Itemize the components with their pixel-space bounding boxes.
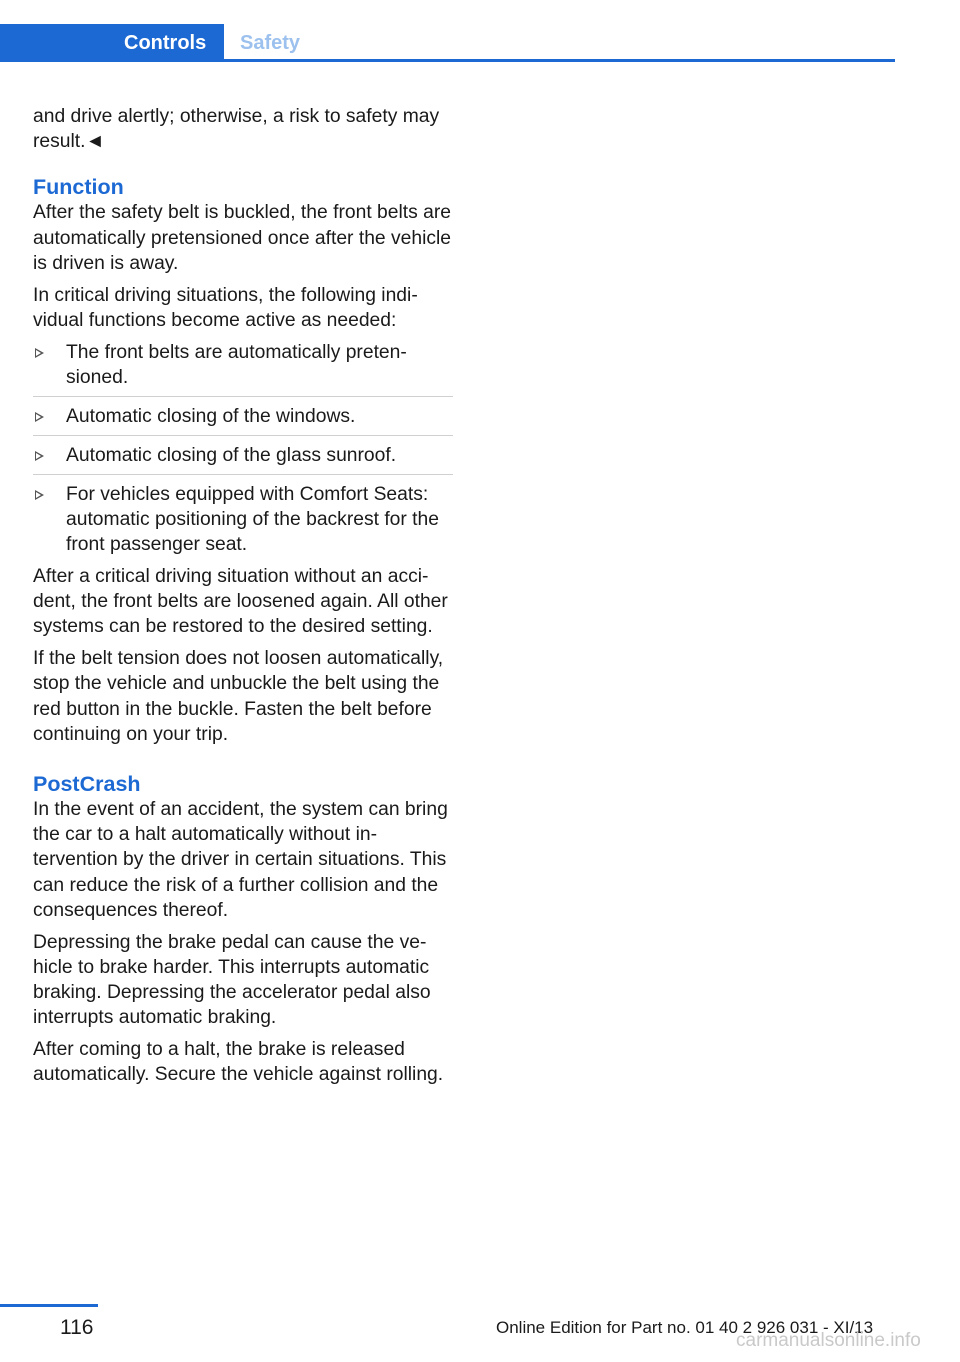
list-item-text: For vehicles equipped with Comfort Seats: automatic positioning of the backrest for the front passenger seat. (66, 483, 439, 556)
list-item-text: Automatic closing of the windows. (66, 405, 356, 427)
tab-controls[interactable]: Controls (0, 24, 224, 62)
list-item-text: The front belts are automatically pretensioned. (66, 341, 407, 388)
footer-accent-line (0, 1304, 98, 1307)
postcrash-heading: PostCrash (33, 771, 141, 796)
page-header (0, 0, 895, 62)
triangle-bullet-icon (35, 348, 44, 358)
function-paragraph-3: After a critical driving situation without an accident, the front belts are loosened again. All other systems can be restored to the desired setting. (33, 565, 448, 638)
intro-fragment: and drive alertly; otherwise, a risk to safety may result.◄ (33, 106, 440, 153)
list-item-text: Automatic closing of the glass sunroof. (66, 444, 397, 466)
list-item (33, 482, 453, 558)
function-paragraph-4: If the belt tension does not loosen automatically, stop the vehicle and unbuckle the belt using the red button in the buckle. Fasten the belt before continuing on your trip. (33, 648, 444, 745)
postcrash-paragraph-3: After coming to a halt, the brake is released automatically. Secure the vehicle against rolling. (33, 1039, 444, 1086)
function-paragraph-1: After the safety belt is buckled, the front belts are automatically pretensioned once after the vehicle is driven is away. (33, 202, 452, 274)
list-item (33, 340, 453, 398)
function-paragraph-2: In critical driving situations, the following individual functions become active as needed: (33, 284, 418, 331)
list-item (33, 404, 453, 437)
page-content (33, 104, 453, 1094)
triangle-bullet-icon (35, 490, 44, 500)
postcrash-paragraph-1: In the event of an accident, the system can bring the car to a halt automatically without intervention by the driver in certain situations. This can reduce the risk of a further collision and the consequences thereof. (33, 798, 448, 921)
function-heading: Function (33, 175, 124, 200)
list-item (33, 443, 453, 476)
triangle-bullet-icon (35, 412, 44, 422)
postcrash-paragraph-2: Depressing the brake pedal can cause the vehicle to brake harder. This interrupts automatic braking. Depressing the accelerator pedal also interrupts automatic braking. (33, 931, 431, 1029)
function-bullet-list (33, 340, 453, 558)
edition-text: Online Edition for Part no. 01 40 2 926 031 - XI/13 (496, 1318, 874, 1337)
triangle-bullet-icon (35, 451, 44, 461)
watermark: carmanualsonline.info (736, 1330, 921, 1351)
tab-safety[interactable]: Safety (240, 32, 301, 54)
page-number: 116 (60, 1316, 94, 1339)
